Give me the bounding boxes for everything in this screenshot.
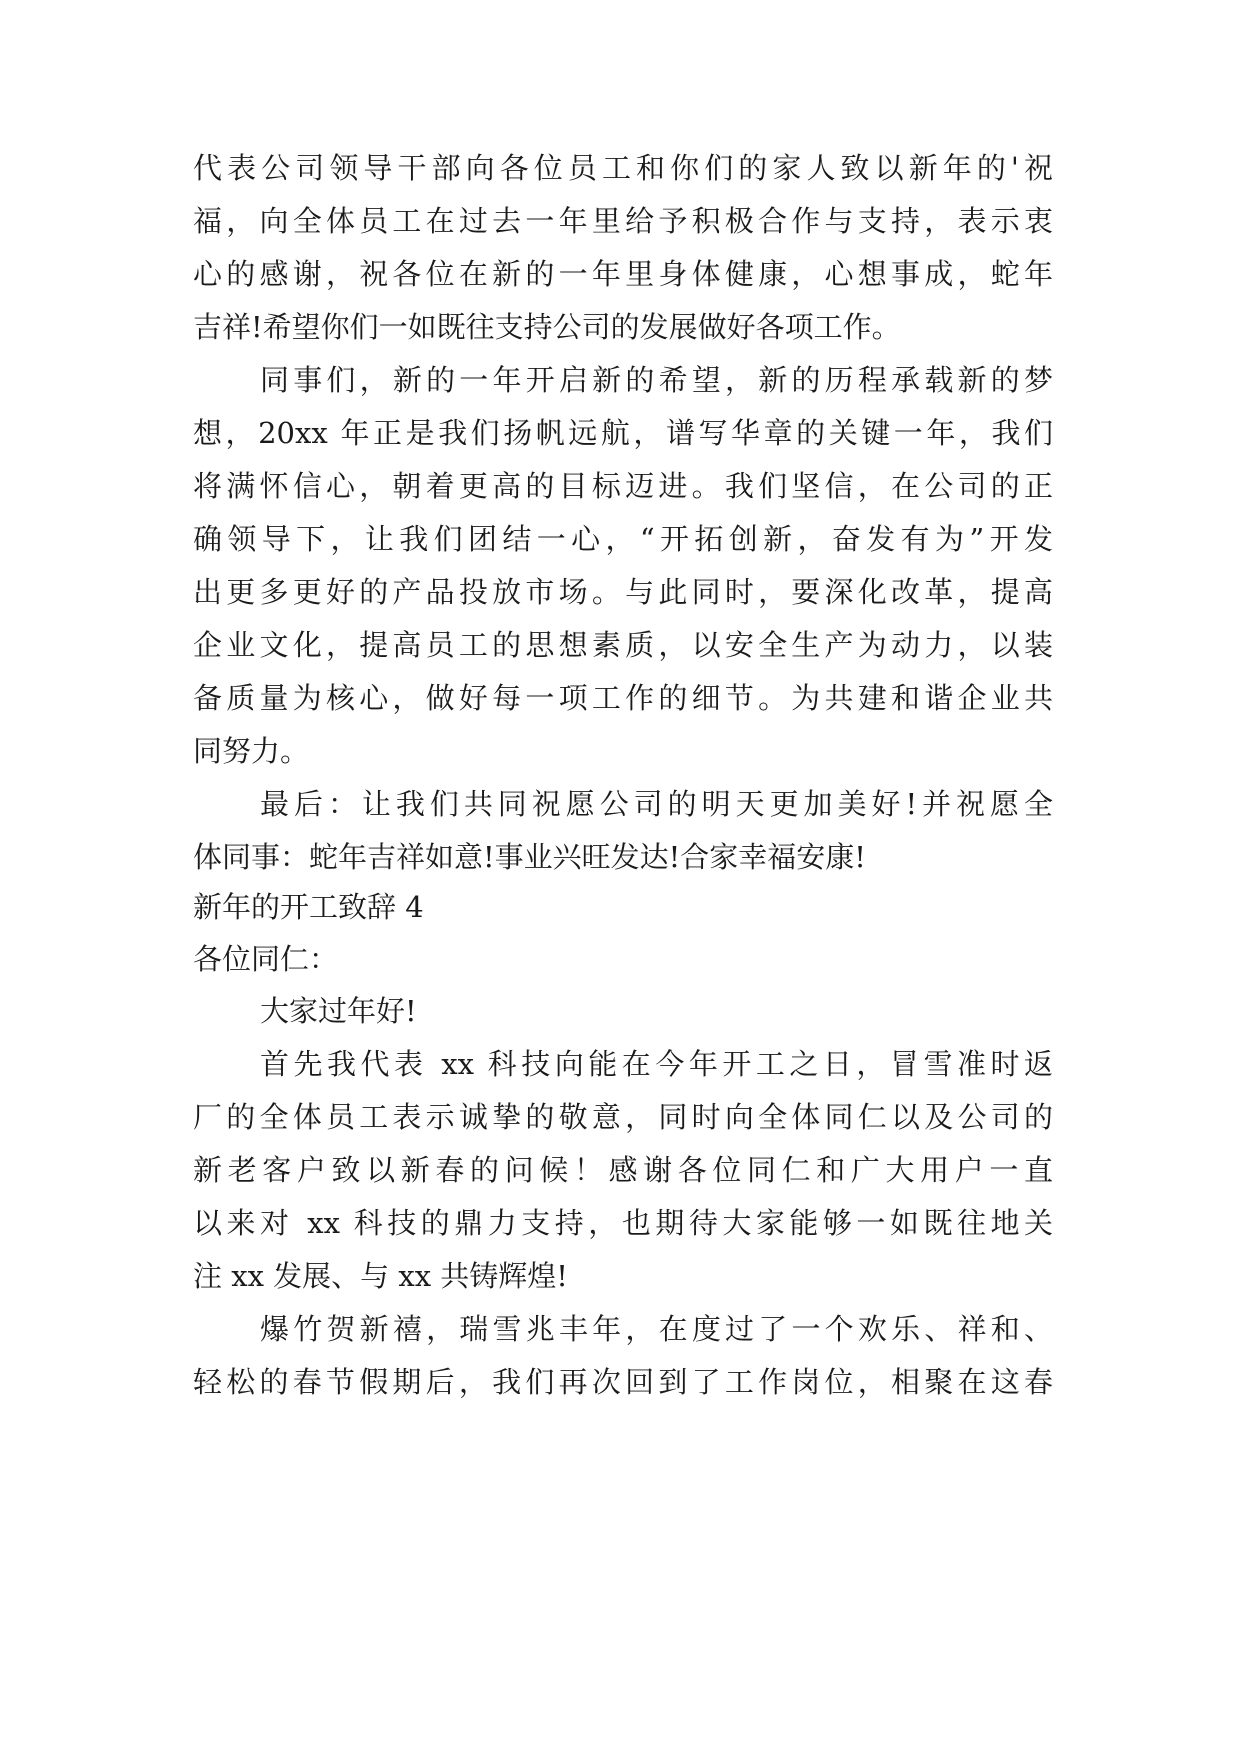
text-line: 注 xx 发展、与 xx 共铸辉煌!: [193, 1259, 568, 1293]
text-line: 首先我代表 xx 科技向能在今年开工之日，冒雪准时返: [260, 1047, 1053, 1081]
text-line: 将满怀信心，朝着更高的目标迈进。我们坚信，在公司的正: [193, 469, 1053, 503]
greeting-line: 大家过年好!: [260, 994, 417, 1028]
text-line: 福，向全体员工在过去一年里给予积极合作与支持，表示衷: [193, 204, 1053, 238]
text-line: 最后：让我们共同祝愿公司的明天更加美好!并祝愿全: [260, 787, 1053, 821]
text-line: 出更多更好的产品投放市场。与此同时，要深化改革，提高: [193, 575, 1053, 609]
section-heading: 新年的开工致辞 4: [193, 890, 424, 924]
text-line: 吉祥!希望你们一如既往支持公司的发展做好各项工作。: [193, 310, 901, 344]
text-line: 爆竹贺新禧，瑞雪兆丰年，在度过了一个欢乐、祥和、: [260, 1312, 1053, 1346]
text-line: 同事们，新的一年开启新的希望，新的历程承载新的梦: [260, 363, 1053, 397]
salutation: 各位同仁：: [193, 942, 339, 976]
text-line: 轻松的春节假期后，我们再次回到了工作岗位，相聚在这春: [193, 1365, 1053, 1399]
text-line: 备质量为核心，做好每一项工作的细节。为共建和谐企业共: [193, 681, 1053, 715]
text-line: 厂的全体员工表示诚挚的敬意，同时向全体同仁以及公司的: [193, 1100, 1053, 1134]
text-line: 同努力。: [193, 734, 310, 768]
text-line: 新老客户致以新春的问候！感谢各位同仁和广大用户一直: [193, 1153, 1053, 1187]
text-line: 体同事：蛇年吉祥如意!事业兴旺发达!合家幸福安康!: [193, 840, 866, 874]
text-line: 心的感谢，祝各位在新的一年里身体健康，心想事成，蛇年: [193, 257, 1053, 291]
text-line: 企业文化，提高员工的思想素质，以安全生产为动力，以装: [193, 628, 1053, 662]
text-line: 代表公司领导干部向各位员工和你们的家人致以新年的'祝: [193, 151, 1053, 185]
text-line: 想，20xx 年正是我们扬帆远航，谱写华章的关键一年，我们: [193, 416, 1053, 450]
text-line: 确领导下，让我们团结一心，“开拓创新，奋发有为”开发: [193, 522, 1053, 556]
text-line: 以来对 xx 科技的鼎力支持，也期待大家能够一如既往地关: [193, 1206, 1053, 1240]
